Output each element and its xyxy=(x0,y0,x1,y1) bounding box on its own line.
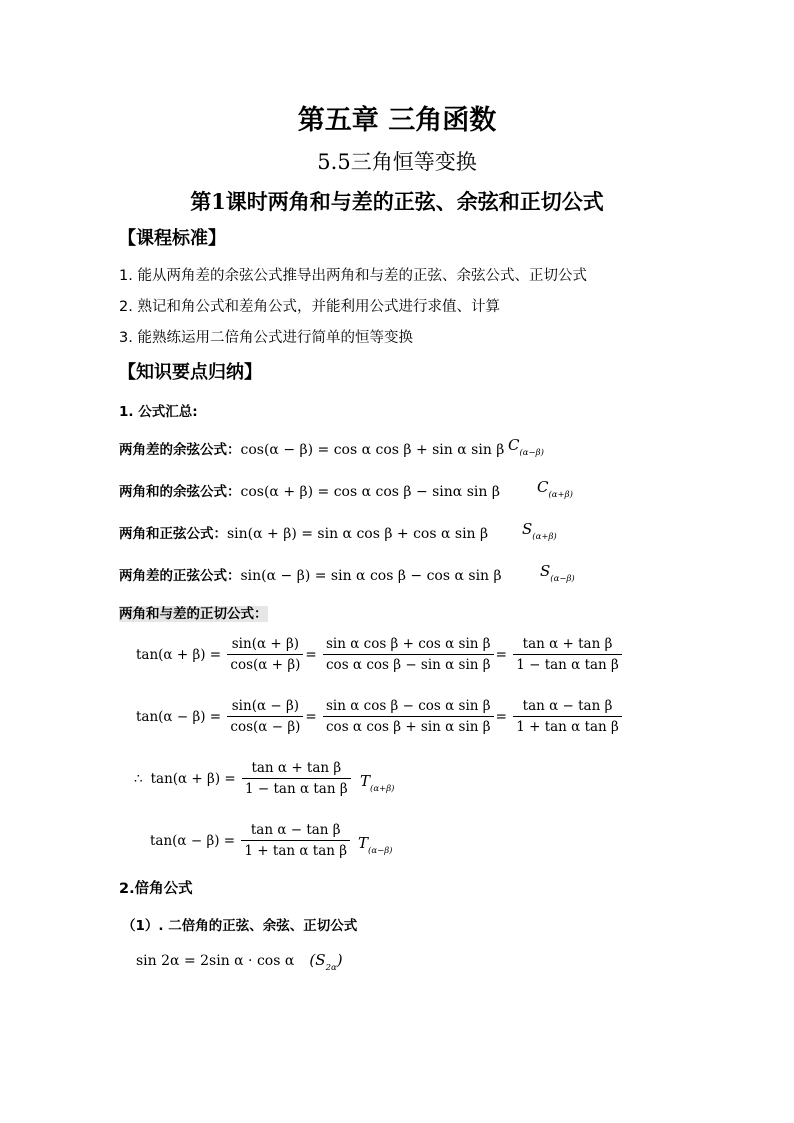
tan-sum-formula: ∴ tan(α + β) = $\frac{\text{tan α + tan β}}{\text{1 − tan α tan β}}$ xyxy=(134,760,353,797)
formula-summary-heading: 1. 公式汇总: xyxy=(119,404,198,420)
tan-diff-derivation: tan(α − β) = $\frac{\sin(\alpha - \beta)}{\cos(\alpha - \beta)}$ = $\frac{\text{sin α cos β − cos α sin β}}{\text{cos α cos β + sin α sin β}}$ = $\frac{\text{tan α − tan β}}{\text{1 + tan α tan β}}$ xyxy=(136,698,624,735)
tan-diff-formula: tan(α − β) = $\frac{\text{tan α − tan β}}{\text{1 + tan α tan β}}$ xyxy=(150,822,352,859)
formula-label: 两角和正弦公式： xyxy=(119,526,227,542)
formula-row-sin-sum xyxy=(119,522,488,542)
formula-tag: $T_{(\alpha+\beta)}$ xyxy=(360,772,395,794)
formula-expr: cos(α − β) = cos α cos β + sin α sin β xyxy=(240,442,505,458)
formula-label: 两角差的正弦公式： xyxy=(119,568,241,584)
standard-item-2: 2. 熟记和角公式和差角公式，并能利用公式进行求值、计算 xyxy=(119,299,500,315)
fraction: $\frac{\sin(\alpha - \beta)}{\cos(\alpha - \beta)}$ xyxy=(227,698,303,735)
tan-sum-derivation: tan(α + β) = $\frac{\sin(\alpha + \beta)}{\cos(\alpha + \beta)}$ = $\frac{\text{sin α cos β + cos α sin β}}{\text{cos α cos β − sin α sin β}}$ = $\frac{\text{tan α + tan β}}{\text{1 − tan α tan β}}$ xyxy=(136,636,624,673)
double-angle-heading: 2.倍角公式 xyxy=(119,881,193,897)
fraction: $\frac{\text{tan α − tan β}}{\text{1 + tan α tan β}}$ xyxy=(241,822,350,859)
fraction: $\frac{\sin(\alpha + \beta)}{\cos(\alpha + \beta)}$ xyxy=(227,636,303,673)
formula-tag: $T_{(\alpha-\beta)}$ xyxy=(358,834,393,856)
fraction: $\frac{\text{tan α + tan β}}{\text{1 − tan α tan β}}$ xyxy=(242,760,351,797)
formula-tag: $C_{(\alpha-\beta)}$ xyxy=(508,436,544,458)
standard-item-3: 3. 能熟练运用二倍角公式进行简单的恒等变换 xyxy=(119,330,413,346)
fraction: $\frac{\text{tan α + tan β}}{\text{1 − tan α tan β}}$ xyxy=(513,636,622,673)
chapter-title: 第五章 三角函数 xyxy=(297,105,497,136)
section-title: 5.5三角恒等变换 xyxy=(317,150,477,174)
lesson-title: 第1课时两角和与差的正弦、余弦和正切公式 xyxy=(190,189,604,214)
standards-heading: 【课程标准】 xyxy=(118,228,226,249)
sin-double-formula: sin 2α = 2sin α · cos α $(S_{2\alpha})$ xyxy=(136,951,343,973)
standard-item-1: 1. 能从两角差的余弦公式推导出两角和与差的正弦、余弦公式、正切公式 xyxy=(119,268,587,284)
tan-formula-heading: 两角和与差的正切公式： xyxy=(119,606,268,622)
formula-expr: sin(α − β) = sin α cos β − cos α sin β xyxy=(240,568,502,584)
fraction: $\frac{\text{tan α − tan β}}{\text{1 + tan α tan β}}$ xyxy=(513,698,622,735)
formula-row-cos-sum xyxy=(119,480,500,500)
formula-tag: $S_{(\alpha+\beta)}$ xyxy=(522,520,557,542)
formula-row-sin-diff xyxy=(119,564,502,584)
formula-label: 两角差的余弦公式： xyxy=(119,442,241,458)
formula-row-cos-diff xyxy=(119,438,504,458)
formula-expr: sin(α + β) = sin α cos β + cos α sin β xyxy=(227,526,489,542)
double-angle-subheading: （1）. 二倍角的正弦、余弦、正切公式 xyxy=(122,918,358,934)
formula-expr: cos(α + β) = cos α cos β − sinα sin β xyxy=(240,484,500,500)
fraction: $\frac{\text{sin α cos β − cos α sin β}}{\text{cos α cos β + sin α sin β}}$ xyxy=(323,698,494,735)
formula-tag: $C_{(\alpha+\beta)}$ xyxy=(537,478,573,500)
fraction: $\frac{\text{sin α cos β + cos α sin β}}{\text{cos α cos β − sin α sin β}}$ xyxy=(323,636,494,673)
knowledge-heading: 【知识要点归纳】 xyxy=(118,362,262,383)
formula-tag: $S_{(\alpha-\beta)}$ xyxy=(540,562,575,584)
formula-label: 两角和的余弦公式： xyxy=(119,484,241,500)
